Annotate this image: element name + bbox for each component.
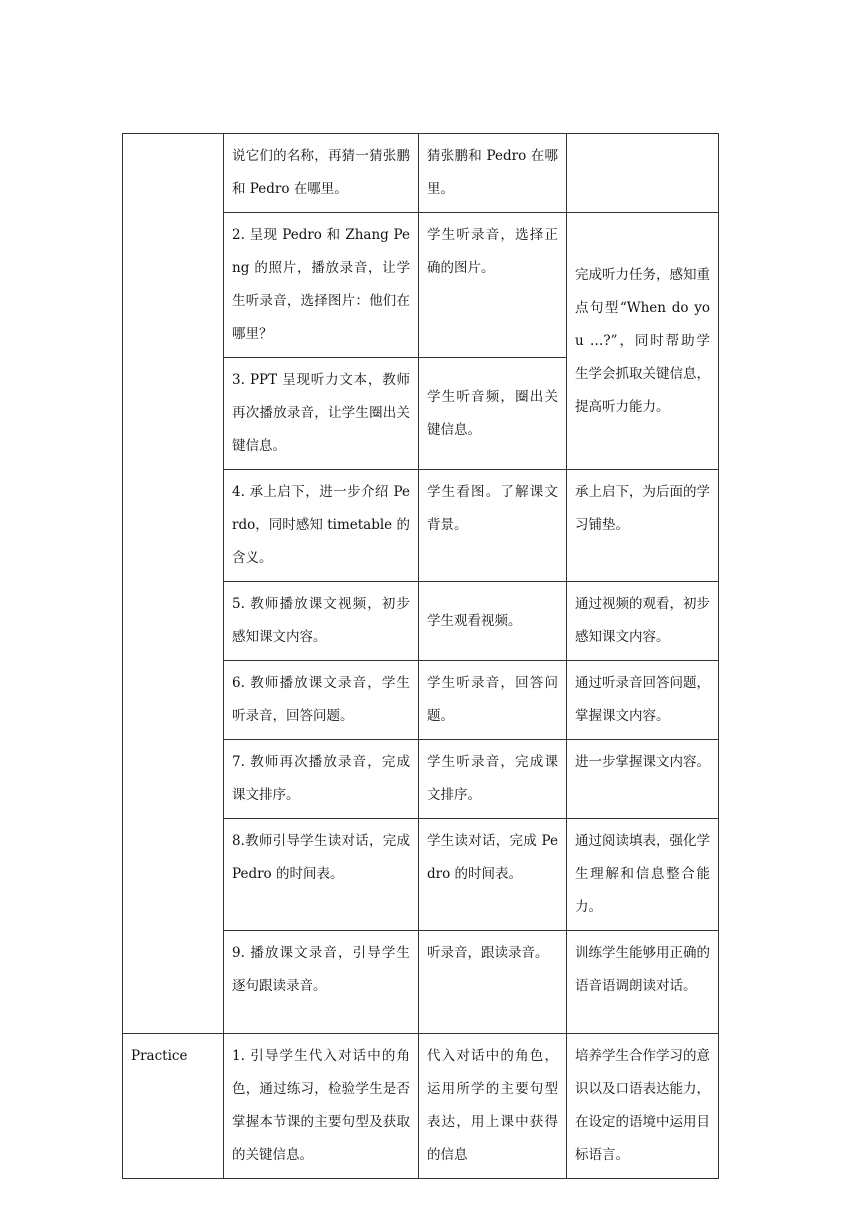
- table-row: [123, 134, 719, 213]
- student-activity-cell: 学生读对话，完成 Pedro 的时间表。: [419, 819, 567, 931]
- purpose-cell: 通过听录音回答问题，掌握课文内容。: [567, 661, 719, 740]
- purpose-cell: [567, 134, 719, 213]
- teacher-activity-cell: 2. 呈现 Pedro 和 Zhang Peng 的照片，播放录音，让学生听录音，选择图片：他们在哪里？: [224, 213, 419, 358]
- lesson-plan-table: [122, 133, 719, 1179]
- purpose-cell: 通过阅读填表，强化学生理解和信息整合能力。: [567, 819, 719, 931]
- teacher-activity-cell: 说它们的名称，再猜一猜张鹏和 Pedro 在哪里。: [224, 134, 419, 213]
- student-activity-cell: 学生听录音，回答问题。: [419, 661, 567, 740]
- stage-cell-presentation: [123, 134, 224, 1034]
- teacher-activity-cell: 4. 承上启下，进一步介绍 Perdo，同时感知 timetable 的含义。: [224, 470, 419, 582]
- purpose-cell-merged: 完成听力任务，感知重点句型“When do you …?”，同时帮助学生学会抓取关键信息，提高听力能力。: [567, 213, 719, 470]
- student-activity-cell: 学生听录音，完成课文排序。: [419, 740, 567, 819]
- teacher-activity-cell: 5. 教师播放课文视频，初步感知课文内容。: [224, 582, 419, 661]
- purpose-cell: 通过视频的观看，初步感知课文内容。: [567, 582, 719, 661]
- student-activity-cell: 代入对话中的角色，运用所学的主要句型表达，用上课中获得的信息: [419, 1034, 567, 1179]
- purpose-cell: 进一步掌握课文内容。: [567, 740, 719, 819]
- student-activity-cell: 学生观看视频。: [419, 582, 567, 661]
- student-activity-cell: 学生听音频，圈出关键信息。: [419, 358, 567, 470]
- student-activity-cell: 猜张鹏和 Pedro 在哪里。: [419, 134, 567, 213]
- stage-cell-practice: Practice: [123, 1034, 224, 1179]
- student-activity-cell: 学生看图。了解课文背景。: [419, 470, 567, 582]
- teacher-activity-cell: 8.教师引导学生读对话，完成 Pedro 的时间表。: [224, 819, 419, 931]
- teacher-activity-cell: 1. 引导学生代入对话中的角色，通过练习，检验学生是否掌握本节课的主要句型及获取的关键信息。: [224, 1034, 419, 1179]
- student-activity-cell: 学生听录音，选择正确的图片。: [419, 213, 567, 358]
- purpose-cell: 培养学生合作学习的意识以及口语表达能力，在设定的语境中运用目标语言。: [567, 1034, 719, 1179]
- teacher-activity-cell: 6. 教师播放课文录音，学生听录音，回答问题。: [224, 661, 419, 740]
- teacher-activity-cell: 9. 播放课文录音，引导学生逐句跟读录音。: [224, 931, 419, 1034]
- student-activity-cell: 听录音，跟读录音。: [419, 931, 567, 1034]
- purpose-cell: 承上启下，为后面的学习铺垫。: [567, 470, 719, 582]
- table-row: [123, 1034, 719, 1179]
- teacher-activity-cell: 7. 教师再次播放录音，完成课文排序。: [224, 740, 419, 819]
- purpose-cell: 训练学生能够用正确的语音语调朗读对话。: [567, 931, 719, 1034]
- teacher-activity-cell: 3. PPT 呈现听力文本，教师再次播放录音，让学生圈出关键信息。: [224, 358, 419, 470]
